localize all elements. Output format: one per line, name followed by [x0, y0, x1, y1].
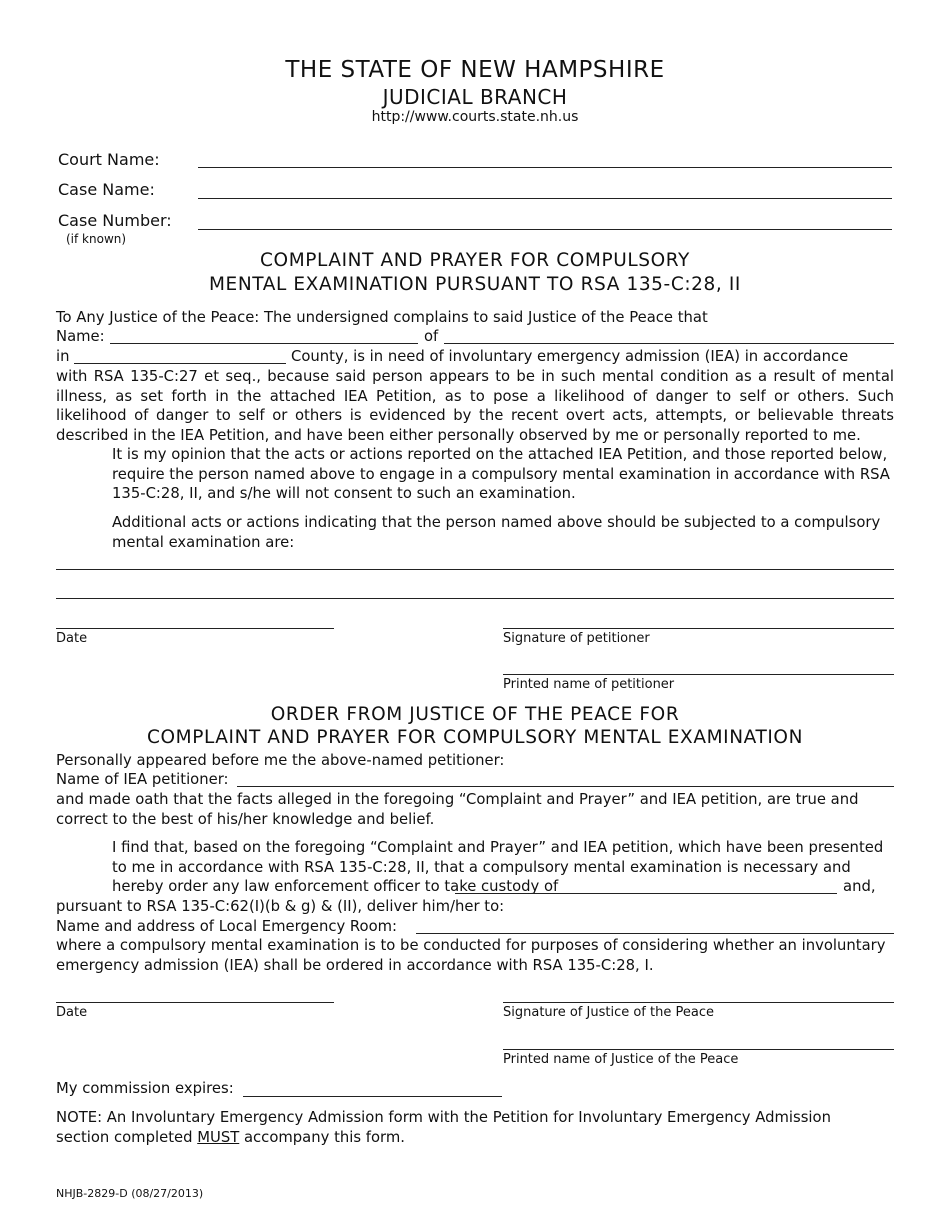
commission-expires-field[interactable]	[243, 1096, 502, 1097]
in-label: in	[56, 348, 70, 365]
form-id: NHJB-2829-D (08/27/2013)	[56, 1187, 204, 1200]
state-title: THE STATE OF NEW HAMPSHIRE	[285, 57, 665, 83]
order-pursuant: pursuant to RSA 135-C:62(I)(b & g) & (II), deliver him/her to:	[56, 898, 505, 915]
emergency-room-label: Name and address of Local Emergency Room:	[56, 918, 398, 935]
court-name-field[interactable]	[198, 167, 892, 168]
finding-and: and,	[843, 878, 876, 895]
justice-signature-label: Signature of Justice of the Peace	[503, 1005, 714, 1020]
custody-person-field[interactable]	[455, 893, 837, 894]
note-must: MUST	[197, 1128, 240, 1146]
iea-petitioner-field[interactable]	[237, 786, 894, 787]
order-date-label: Date	[56, 1005, 88, 1020]
case-number-field[interactable]	[198, 229, 892, 230]
complaint-title-line1: COMPLAINT AND PRAYER FOR COMPULSORY	[260, 250, 690, 271]
note-suffix: accompany this form.	[243, 1128, 405, 1146]
complaint-opinion: It is my opinion that the acts or actions reported on the attached IEA Petition, and those reported below, require the person named above to engage in a compulsory mental examination in accordance with RSA 135-C:28, II, and s/he will not consent to such an examination.	[112, 446, 890, 502]
respondent-name-field[interactable]	[110, 343, 418, 344]
court-url: http://www.courts.state.nh.us	[371, 109, 579, 125]
petitioner-printed-name-label: Printed name of petitioner	[503, 677, 675, 692]
iea-petitioner-label: Name of IEA petitioner:	[56, 771, 229, 788]
commission-label: My commission expires:	[56, 1080, 234, 1097]
petitioner-signature-field[interactable]	[503, 628, 894, 629]
petitioner-printed-name-field[interactable]	[503, 674, 894, 675]
order-title-line2: COMPLAINT AND PRAYER FOR COMPULSORY MENTAL EXAMINATION	[146, 727, 804, 748]
order-appeared: Personally appeared before me the above-named petitioner:	[56, 752, 505, 769]
case-name-field[interactable]	[198, 198, 892, 199]
complaint-date-label: Date	[56, 631, 88, 646]
branch-title: JUDICIAL BRANCH	[382, 85, 568, 109]
order-title-line1: ORDER FROM JUSTICE OF THE PEACE FOR	[270, 704, 680, 725]
complaint-body: with RSA 135-C:27 et seq., because said person appears to be in such mental condition as a result of mental illness, as set forth in the attached IEA Petition, as to pose a likelihood of danger to self or others. Such likelihood of danger to self or others is evidenced by the recent overt acts, attempts, or believable threats described in the IEA Petition, and have been either personally observed by me or personally reported to me.	[56, 368, 894, 444]
court-name-label: Court Name:	[58, 150, 160, 169]
respondent-address-field[interactable]	[444, 343, 894, 344]
if-known-note: (if known)	[66, 232, 127, 246]
note-prefix: NOTE: An Involuntary Emergency Admission form with the Petition for Involuntary Emergency Admission section completed	[56, 1109, 831, 1146]
county-field[interactable]	[74, 363, 286, 364]
justice-printed-name-field[interactable]	[503, 1049, 894, 1050]
justice-signature-field[interactable]	[503, 1002, 894, 1003]
complaint-date-field[interactable]	[56, 628, 334, 629]
justice-printed-name-label: Printed name of Justice of the Peace	[503, 1052, 739, 1067]
emergency-room-field[interactable]	[416, 933, 894, 934]
county-text: County, is in need of involuntary emergency admission (IEA) in accordance	[291, 348, 849, 365]
note-text	[56, 1108, 886, 1147]
complaint-intro: To Any Justice of the Peace: The undersigned complains to said Justice of the Peace that	[56, 309, 708, 326]
petitioner-signature-label: Signature of petitioner	[503, 631, 650, 646]
order-date-field[interactable]	[56, 1002, 334, 1003]
order-oath: and made oath that the facts alleged in the foregoing “Complaint and Prayer” and IEA petition, are true and correct to the best of his/her knowledge and belief.	[56, 791, 859, 828]
of-label: of	[424, 328, 439, 345]
order-where: where a compulsory mental examination is to be conducted for purposes of considering whether an involuntary emergency admission (IEA) shall be ordered in accordance with RSA 135-C:28, I.	[56, 937, 886, 974]
additional-acts-line-2[interactable]	[56, 598, 894, 599]
additional-acts-line-1[interactable]	[56, 569, 894, 570]
order-finding: I find that, based on the foregoing “Complaint and Prayer” and IEA petition, which have been presented to me in accordance with RSA 135-C:28, II, that a compulsory mental examination is necessary and hereby order any law enforcement officer to take custody of	[112, 839, 884, 895]
complaint-title-line2: MENTAL EXAMINATION PURSUANT TO RSA 135-C:28, II	[208, 274, 741, 295]
case-name-label: Case Name:	[58, 180, 155, 199]
name-label: Name:	[56, 328, 105, 345]
complaint-additional: Additional acts or actions indicating that the person named above should be subjected to a compulsory mental examination are:	[112, 514, 881, 551]
case-number-label: Case Number:	[58, 211, 172, 230]
